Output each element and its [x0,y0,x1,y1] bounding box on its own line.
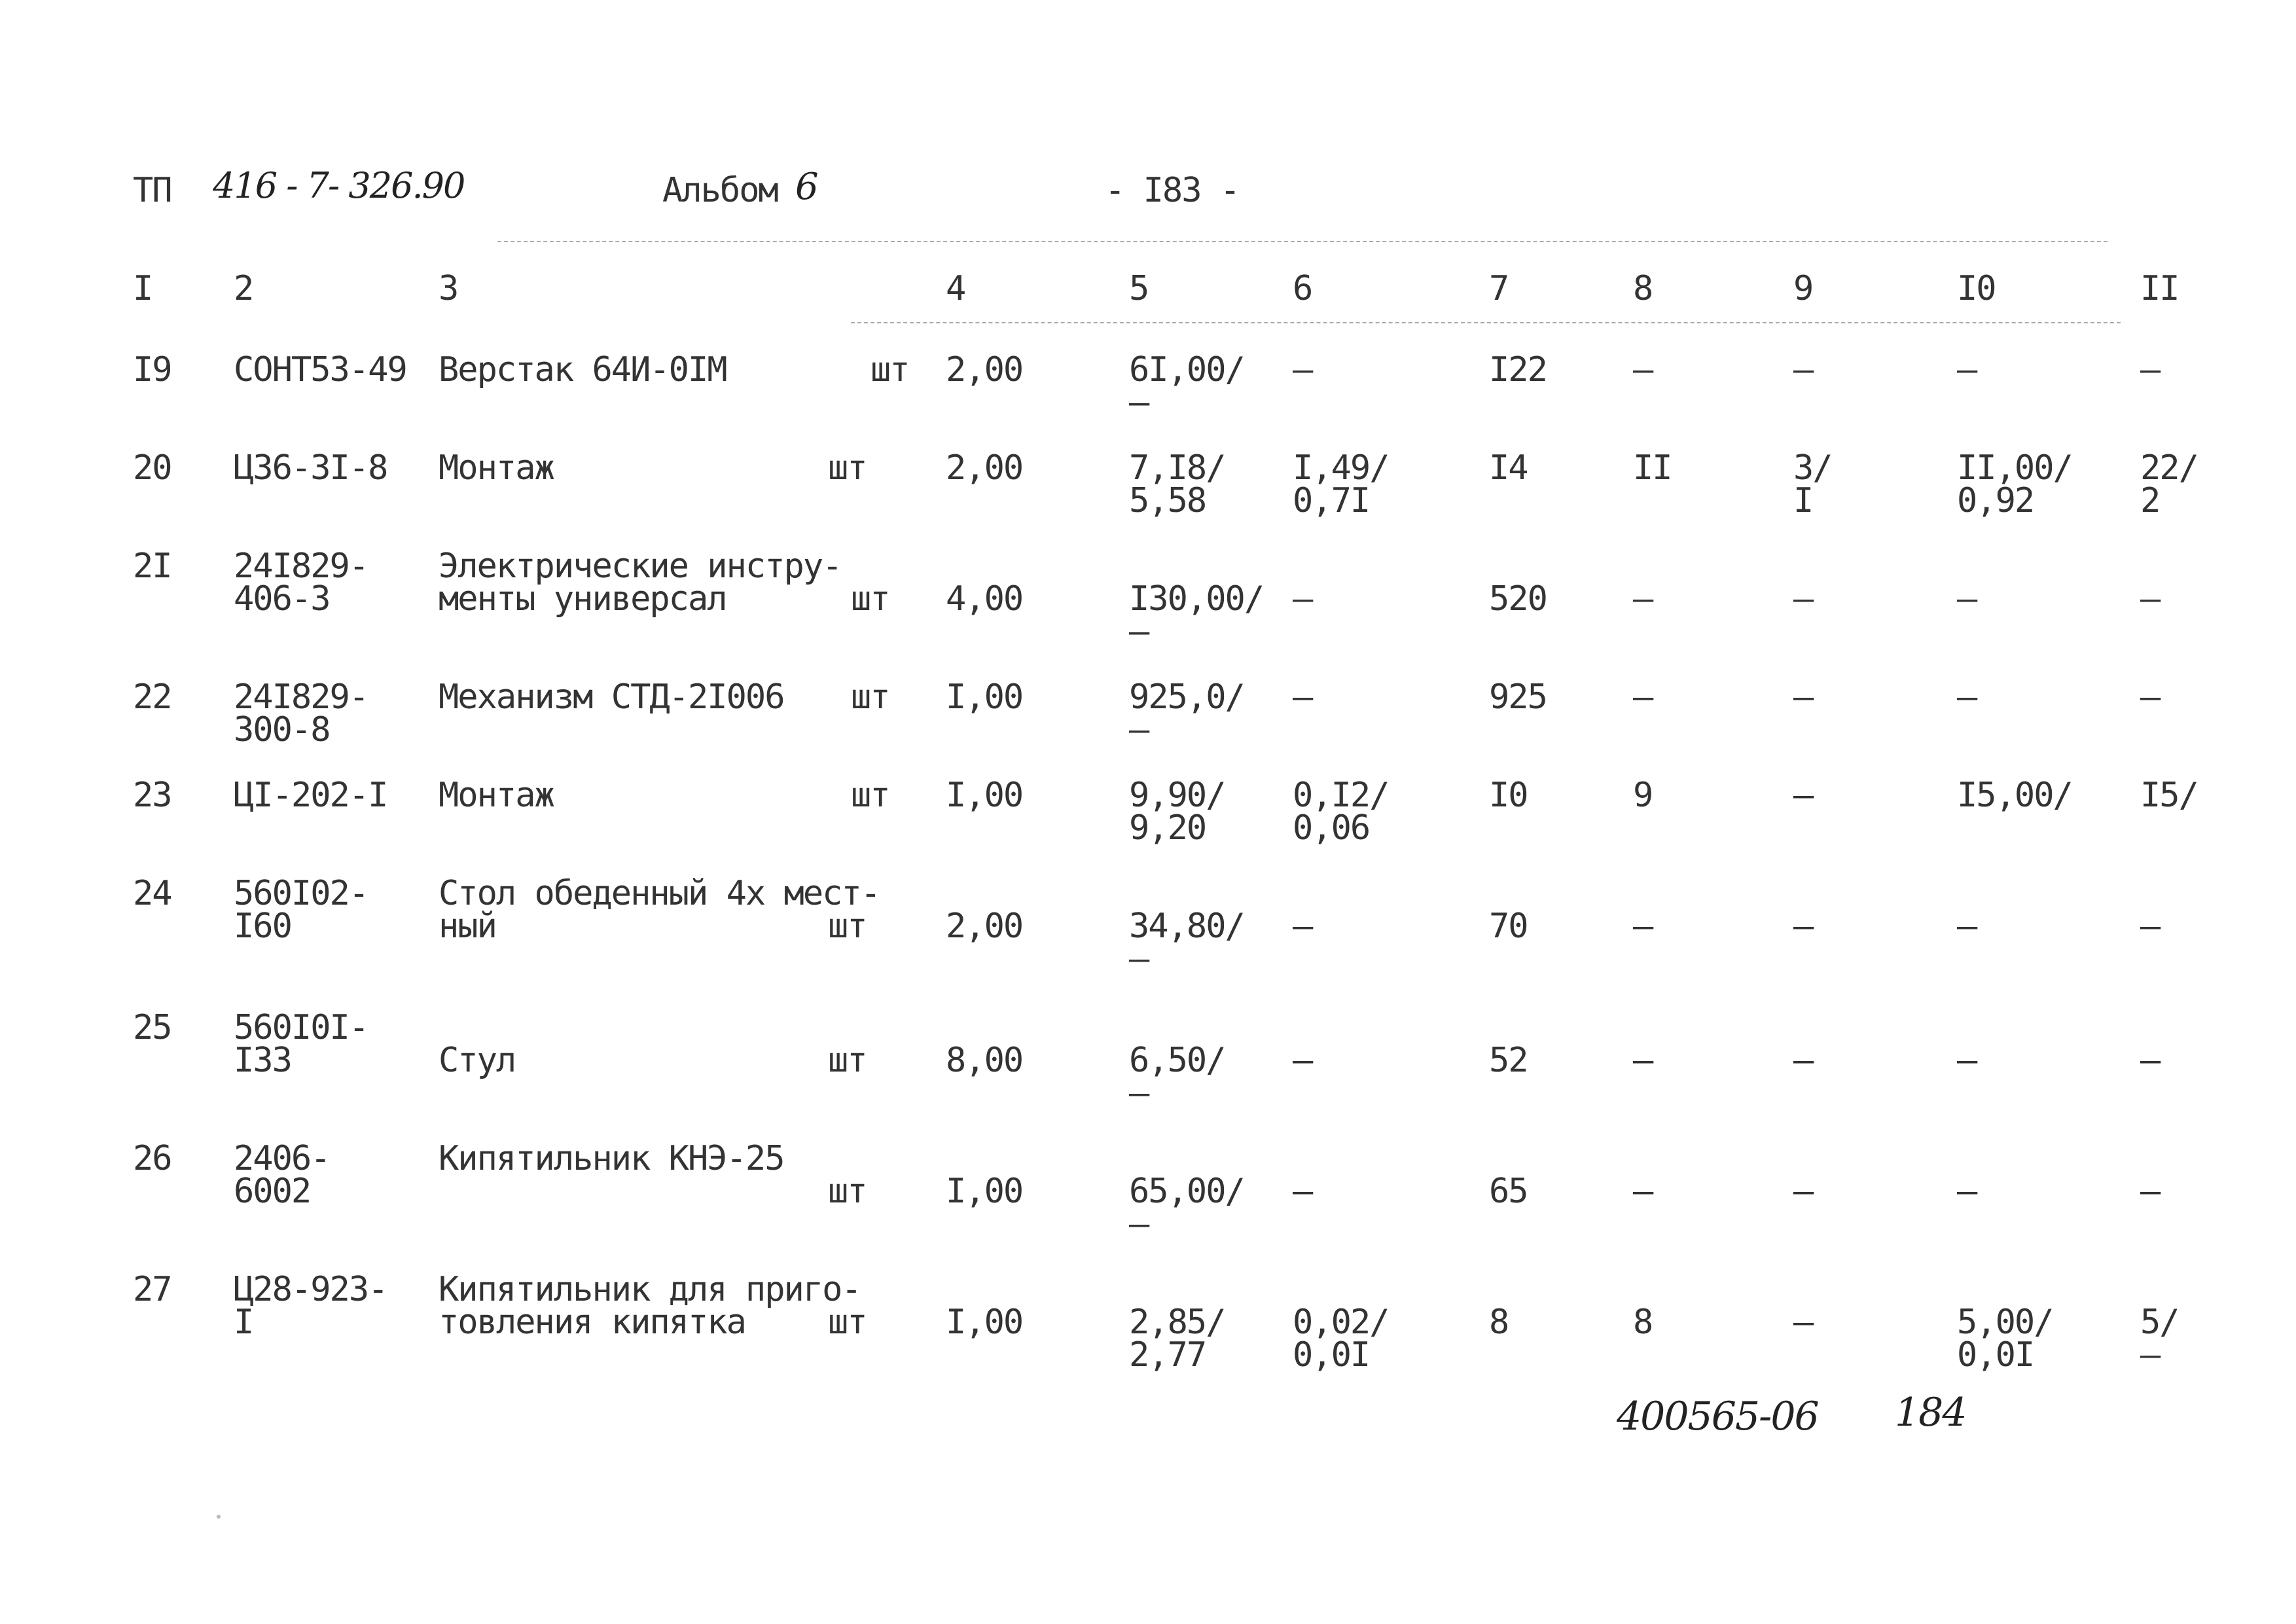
col5-value-line: – [1129,1204,1149,1244]
item-name [439,677,784,717]
col11-value-line: – [2140,579,2160,619]
item-code-line: 560I02- [234,874,368,913]
item-code-line: 24I829- [234,677,368,717]
column-number: 4 [946,269,965,308]
col11-value-line: – [2140,1041,2160,1080]
unit: шт [828,1303,867,1342]
sheet-number: 184 [1895,1390,1966,1435]
header-rule [497,241,2108,242]
item-code-line: 2406- [234,1139,330,1178]
col10-value-line: – [1957,579,1977,619]
album-label: Альбом [662,171,778,210]
col6-value-line: – [1293,1172,1312,1211]
col8-value: 9 [1633,776,1653,815]
col11-value-line: – [2140,350,2160,389]
col9-value-line: – [1793,350,1813,389]
col9-value-line: – [1793,1041,1813,1080]
col8-value: – [1633,1172,1653,1211]
column-number: I [133,269,152,308]
quantity: 2,00 [946,448,1023,488]
page-number: - I83 - [1105,171,1240,210]
scan-speck [217,1515,221,1519]
quantity: 4,00 [946,579,1023,619]
col7-value: I0 [1489,776,1528,815]
col10-value [1957,1041,1977,1080]
unit: шт [828,1041,867,1080]
quantity: I,00 [946,776,1023,815]
col10-value-line: – [1957,350,1977,389]
col5-value [1129,677,1244,749]
col5-value-line: 5,58 [1129,481,1206,520]
col5-value-line: – [1129,939,1149,979]
row-number: 22 [133,677,171,717]
col9-value [1793,677,1813,717]
col8-value: 8 [1633,1303,1653,1342]
unit: шт [870,350,909,389]
doc-code: 416 - 7- 326.90 [213,165,465,206]
col10-value-line: I5,00/ [1957,776,2072,815]
col6-value [1293,677,1312,717]
item-code-line: I60 [234,907,291,946]
col10-value-line: – [1957,1172,1977,1211]
col5-value-line: 2,85/ [1129,1303,1225,1342]
row-number: 24 [133,874,171,913]
col9-value-line: I [1793,481,1813,520]
col6-value [1293,579,1312,619]
unit: шт [851,776,889,815]
col5-value-line: 2,77 [1129,1335,1206,1375]
col10-value [1957,448,2072,520]
col5-value [1129,1172,1244,1244]
col10-value-line: 0,92 [1957,481,2034,520]
col5-value-line: 6I,00/ [1129,350,1244,389]
column-number: 5 [1129,269,1149,308]
item-code [234,350,406,389]
col11-value [2140,1041,2160,1080]
col5-value [1129,1041,1225,1113]
unit: шт [851,677,889,717]
item-code-line: 300-8 [234,710,330,749]
column-number: 6 [1293,269,1312,308]
col7-value: 70 [1489,907,1528,946]
col6-value-line: 0,0I [1293,1335,1370,1375]
col6-value-line: I,49/ [1293,448,1389,488]
col11-value-line: – [2140,1335,2160,1375]
col5-value-line: 7,I8/ [1129,448,1225,488]
item-name-line: Кипятильник КНЭ-25 [439,1139,784,1178]
col7-value: 520 [1489,579,1547,619]
col9-value [1793,448,1832,520]
col5-value-line: 65,00/ [1129,1172,1244,1211]
col6-value [1293,907,1312,946]
col6-value-line: 0,7I [1293,481,1370,520]
col9-value [1793,1172,1813,1211]
col10-value-line: 0,0I [1957,1335,2034,1375]
column-number: 8 [1633,269,1653,308]
item-code-line: ЦI-202-I [234,776,387,815]
col11-value [2140,776,2198,815]
column-number: 2 [234,269,253,308]
item-name-line: Кипятильник для приго- [439,1270,861,1309]
col11-value [2140,1172,2160,1211]
row-number: 25 [133,1008,171,1047]
col5-value [1129,448,1225,520]
col9-value-line: – [1793,907,1813,946]
row-number: 20 [133,448,171,488]
col6-value-line: – [1293,1041,1312,1080]
col11-value-line: – [2140,907,2160,946]
col9-value-line: – [1793,776,1813,815]
col10-value [1957,350,1977,389]
col5-value-line: – [1129,1074,1149,1113]
col8-value: II [1633,448,1672,488]
item-name-line: Верстак 64И-0IМ [439,350,726,389]
col10-value-line: II,00/ [1957,448,2072,488]
col10-value [1957,1303,2053,1375]
col10-value-line: – [1957,1041,1977,1080]
col5-value-line: – [1129,710,1149,749]
item-name-line: Электрические инстру- [439,547,842,586]
album-number: 6 [795,166,817,208]
col11-value [2140,350,2160,389]
col5-value-line: 925,0/ [1129,677,1244,717]
col9-value [1793,907,1813,946]
col11-value-line: – [2140,677,2160,717]
item-code [234,1270,387,1342]
col9-value-line: – [1793,677,1813,717]
col6-value-line: – [1293,677,1312,717]
item-name-line: Механизм СТД-2I006 [439,677,784,717]
item-name [439,547,842,619]
item-code [234,776,387,815]
col11-value [2140,448,2198,520]
col10-value [1957,579,1977,619]
row-number: 23 [133,776,171,815]
item-code [234,448,387,488]
col10-value [1957,907,1977,946]
item-name [439,350,726,389]
col5-value-line: 9,90/ [1129,776,1225,815]
col9-value [1793,1041,1813,1080]
item-code-line: 406-3 [234,579,330,619]
col11-value [2140,1303,2179,1375]
item-code [234,547,368,619]
item-code-line: Ц28-923- [234,1270,387,1309]
col9-value-line: – [1793,1303,1813,1342]
col10-value [1957,1172,1977,1211]
col5-value [1129,776,1225,848]
col9-value-line: – [1793,1172,1813,1211]
quantity: 2,00 [946,907,1023,946]
column-number: 3 [439,269,458,308]
col11-value-line: – [2140,1172,2160,1211]
item-code [234,1008,368,1080]
col6-value-line: – [1293,350,1312,389]
item-name [439,1139,784,1178]
col10-value-line: – [1957,907,1977,946]
stamp-number: 400565-06 [1617,1394,1818,1439]
col9-value [1793,579,1813,619]
quantity: I,00 [946,677,1023,717]
col6-value-line: 0,06 [1293,808,1370,848]
col5-value-line: 9,20 [1129,808,1206,848]
item-code-line: I33 [234,1041,291,1080]
col5-value [1129,1303,1225,1375]
col10-value [1957,677,1977,717]
item-name-line: Стол обеденный 4х мест- [439,874,880,913]
row-number: 27 [133,1270,171,1309]
unit: шт [828,448,867,488]
col5-value-line: – [1129,383,1149,422]
quantity: 8,00 [946,1041,1023,1080]
col11-value [2140,677,2160,717]
row-number: 26 [133,1139,171,1178]
col11-value-line: 2 [2140,481,2160,520]
col7-value: I22 [1489,350,1547,389]
quantity: 2,00 [946,350,1023,389]
col10-value-line: – [1957,677,1977,717]
col5-value [1129,907,1244,979]
col7-value: 925 [1489,677,1547,717]
col8-value: – [1633,350,1653,389]
col10-value-line: 5,00/ [1957,1303,2053,1342]
col9-value-line: 3/ [1793,448,1832,488]
col11-value [2140,579,2160,619]
col6-value [1293,1172,1312,1211]
column-rule [851,322,2121,323]
col11-value [2140,907,2160,946]
item-name-line: Монтаж [439,448,554,488]
item-code-line: 6002 [234,1172,311,1211]
unit: шт [851,579,889,619]
col8-value: – [1633,907,1653,946]
column-number: II [2140,269,2179,308]
quantity: I,00 [946,1303,1023,1342]
column-number: 9 [1793,269,1813,308]
item-code-line: Ц36-3I-8 [234,448,387,488]
col11-value-line: 5/ [2140,1303,2179,1342]
col9-value [1793,350,1813,389]
column-number: 7 [1489,269,1509,308]
col7-value: 52 [1489,1041,1528,1080]
item-name [439,1011,516,1080]
column-number: I0 [1957,269,1996,308]
col6-value-line: 0,02/ [1293,1303,1389,1342]
item-name-line: ный [439,907,496,946]
col6-value [1293,448,1389,520]
item-name [439,448,554,488]
col5-value-line: 6,50/ [1129,1041,1225,1080]
item-name [439,776,554,815]
item-code [234,874,368,946]
col9-value-line: – [1793,579,1813,619]
quantity: I,00 [946,1172,1023,1211]
col6-value-line: – [1293,579,1312,619]
col9-value [1793,776,1813,815]
item-code-line: 560I0I- [234,1008,368,1047]
col6-value [1293,1041,1312,1080]
col8-value: – [1633,677,1653,717]
col6-value-line: – [1293,907,1312,946]
col6-value [1293,1303,1389,1375]
item-code [234,1139,330,1211]
doc-prefix: ТП [133,171,171,210]
item-name-line [439,1011,515,1044]
item-name [439,874,880,946]
col5-value [1129,579,1264,651]
item-name [439,1270,861,1342]
row-number: I9 [133,350,171,389]
col5-value-line: I30,00/ [1129,579,1264,619]
item-code-line: 24I829- [234,547,368,586]
item-code [234,677,368,749]
row-number: 2I [133,547,171,586]
col11-value-line: 22/ [2140,448,2198,488]
unit: шт [828,1172,867,1211]
col7-value: I4 [1489,448,1528,488]
item-name-line: Стул [439,1041,516,1080]
col5-value [1129,350,1244,422]
col8-value: – [1633,579,1653,619]
unit: шт [828,907,867,946]
col5-value-line: – [1129,612,1149,651]
col9-value [1793,1303,1813,1342]
col6-value [1293,776,1389,848]
item-code-line: I [234,1303,253,1342]
col6-value-line: 0,I2/ [1293,776,1389,815]
col6-value [1293,350,1312,389]
col7-value: 65 [1489,1172,1528,1211]
item-code-line: СОНТ53-49 [234,350,406,389]
col11-value-line: I5/ [2140,776,2198,815]
col5-value-line: 34,80/ [1129,907,1244,946]
col10-value [1957,776,2072,815]
col8-value: – [1633,1041,1653,1080]
item-name-line: товления кипятка [439,1303,745,1342]
item-name-line: Монтаж [439,776,554,815]
item-name-line: менты универсал [439,579,726,619]
col7-value: 8 [1489,1303,1509,1342]
